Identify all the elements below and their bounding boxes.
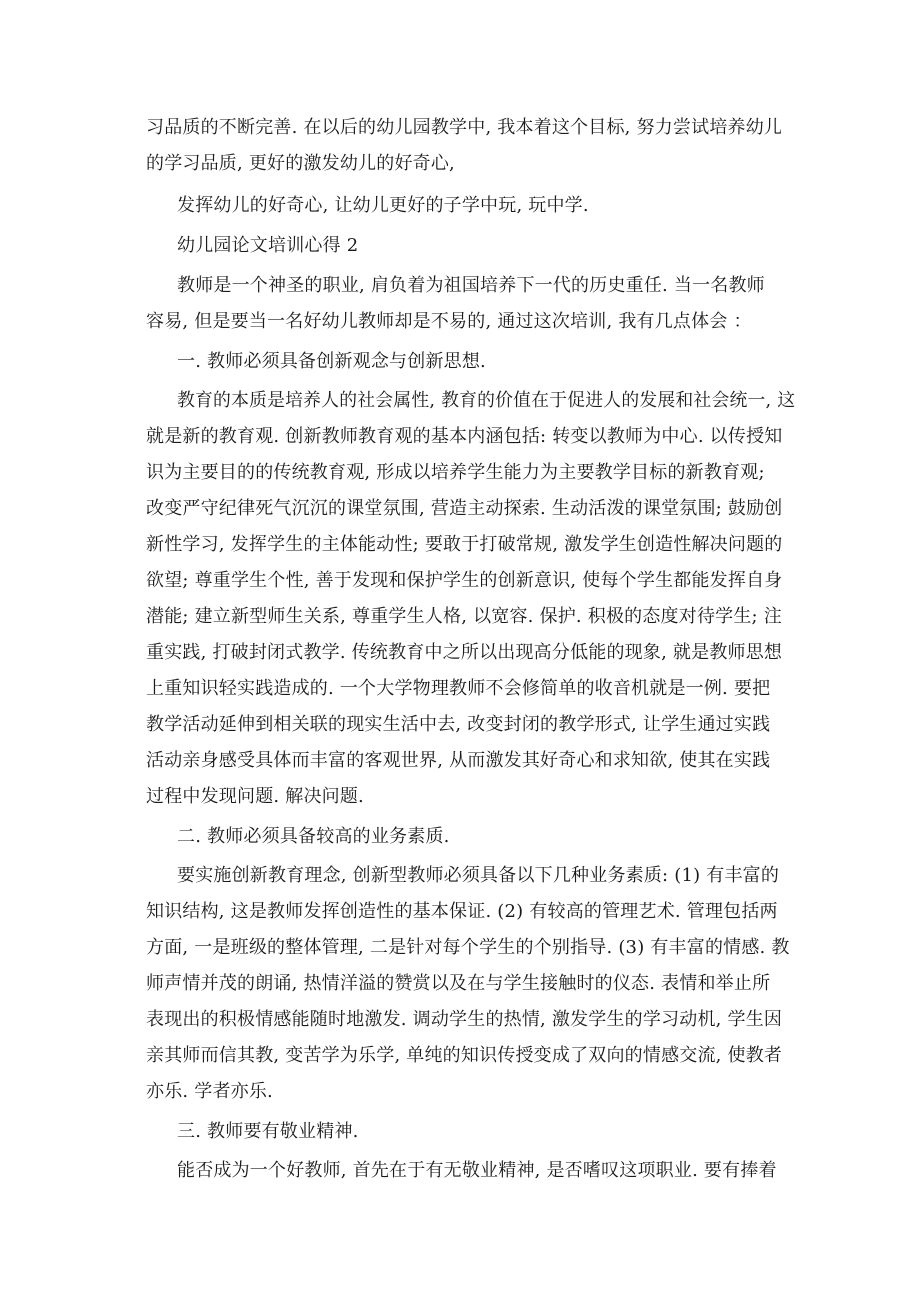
paragraph-line: 改变严守纪律死气沉沉的课堂氛围, 营造主动探索. 生动活泼的课堂氛围; 鼓励创 [146, 498, 783, 519]
section-heading: 幼儿园论文培训心得 2 [177, 235, 359, 256]
paragraph-line: 就是新的教育观. 创新教师教育观的基本内涵包括: 转变以教师为中心. 以传授知 [146, 426, 783, 447]
paragraph-line: 上重知识轻实践造成的. 一个大学物理教师不会修简单的收音机就是一例. 要把 [146, 678, 771, 699]
paragraph-line: 的学习品质, 更好的激发幼儿的好奇心, [146, 153, 455, 174]
paragraph-line: 重实践, 打破封闭式教学. 传统教育中之所以出现高分低能的现象, 就是教师思想 [146, 642, 783, 663]
paragraph-line: 过程中发现问题. 解决问题. [146, 786, 364, 807]
paragraph-line: 能否成为一个好教师, 首先在于有无敬业精神, 是否嗜叹这项职业. 要有捧着 [177, 1160, 777, 1181]
paragraph-line: 教育的本质是培养人的社会属性, 教育的价值在于促进人的发展和社会统一, 这 [177, 390, 796, 411]
paragraph-line: 知识结构, 这是教师发挥创造性的基本保证. (2) 有较高的管理艺术. 管理包括两 [146, 901, 778, 922]
paragraph-line: 识为主要目的的传统教育观, 形成以培养学生能力为主要教学目标的新教育观; [146, 462, 765, 483]
paragraph-line: 教学活动延伸到相关联的现实生活中去, 改变封闭的教学形式, 让学生通过实践 [146, 714, 771, 735]
paragraph-line: 方面, 一是班级的整体管理, 二是针对每个学生的个别指导. (3) 有丰富的情感. 教 [146, 937, 790, 958]
paragraph-line: 表现出的积极情感能随时地激发. 调动学生的热情, 激发学生的学习动机, 学生因 [146, 1009, 783, 1030]
subheading: 三. 教师要有敬业精神. [177, 1121, 359, 1142]
paragraph-line: 教师是一个神圣的职业, 肩负着为祖国培养下一代的历史重任. 当一名教师 [177, 275, 765, 296]
paragraph-line: 潜能; 建立新型师生关系, 尊重学生人格, 以宽容. 保护. 积极的态度对待学生; 注 [146, 606, 782, 627]
paragraph-line: 师声情并茂的朗诵, 热情洋溢的赞赏以及在与学生接触时的仪态. 表情和举止所 [146, 973, 771, 994]
paragraph-line: 欲望; 尊重学生个性, 善于发现和保护学生的创新意识, 使每个学生都能发挥自身 [146, 570, 783, 591]
paragraph-line: 新性学习, 发挥学生的主体能动性; 要敢于打破常规, 激发学生创造性解决问题的 [146, 534, 783, 555]
paragraph-line: 要实施创新教育理念, 创新型教师必须具备以下几种业务素质: (1) 有丰富的 [177, 865, 780, 886]
paragraph-line: 活动亲身感受具体而丰富的客观世界, 从而激发其好奇心和求知欲, 使其在实践 [146, 750, 771, 771]
paragraph-line: 容易, 但是要当一名好幼儿教师却是不易的, 通过这次培训, 我有几点体会 ： [146, 311, 752, 332]
subheading: 二. 教师必须具备较高的业务素质. [177, 826, 450, 847]
paragraph-line: 亦乐. 学者亦乐. [146, 1081, 273, 1102]
paragraph-line: 习品质的不断完善. 在以后的幼儿园教学中, 我本着这个目标, 努力尝试培养幼儿 [146, 117, 783, 138]
paragraph-line: 发挥幼儿的好奇心, 让幼儿更好的子学中玩, 玩中学. [177, 195, 589, 216]
paragraph-line: 亲其师而信其教, 变苦学为乐学, 单纯的知识传授变成了双向的情感交流, 使教者 [146, 1045, 783, 1066]
subheading: 一. 教师必须具备创新观念与创新思想. [177, 351, 486, 372]
